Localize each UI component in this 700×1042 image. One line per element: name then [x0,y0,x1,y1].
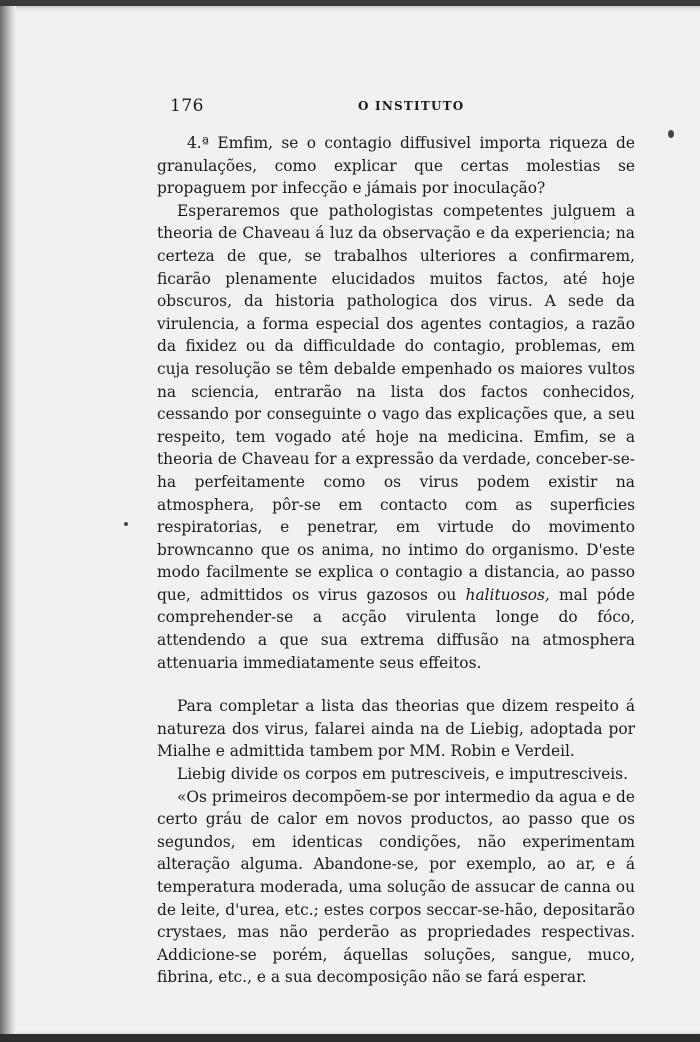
book-page [0,6,700,1036]
paragraph-liebig-divide: Liebig divide os corpos em putresciveis, e imputresciveis. [177,765,628,784]
page-number: 176 [170,96,204,116]
page-header [160,96,640,118]
paragraph-granulations: 4.ª Emfim, se o contagio diffusivel importa riqueza de granulações, como explicar que certas molestias se propaguem por infecção e jámais por inoculação? [157,134,635,198]
page-bottom-edge [0,1034,700,1042]
paragraph-chaveau-theory: Esperaremos que pathologistas competentes julguem a theoria de Chaveau á luz da observação e da experiencia; na certeza de que, se trabalhos ulteriores a confirmarem, ficarão plenamente elucidados muitos factos, até hoje obscuros, da historia pathologica dos virus. A sede da virulencia, a forma especial dos agentes contagios, a razão da fixidez ou da difficuldade do contagio, problemas, em cuja resolução se têm debalde empenhado os maiores vultos na sciencia, entrarão na lista dos factos conhecidos, cessando por conseguinte o vago das explicações que, a seu respeito, tem vogado até hoje na medicina. Emfim, se a theoria de Chaveau for a expressão da verdade, conceber-se-ha perfeitamente como os virus podem existir na atmosphera, pôr-se em contacto com as superficies respiratorias, e penetrar, em virtude do movimento browncanno que os anima, no intimo do organismo. D'este modo facilmente se explica o contagio a distancia, ao passo que, admittidos os virus gazosos ou halituosos, mal póde comprehender-se a acção virulenta longe do fóco, attendendo a que sua extrema diffusão na atmosphera attenuaria immediatamente seus effeitos. [157,201,636,672]
paragraph-liebig-intro: Para completar a lista das theorias que dizem respeito á natureza dos virus, falarei ainda na de Liebig, adoptada por Mialhe e admittida tambem por MM. Robin e Verdeil. [157,697,635,761]
ink-speck [668,130,674,138]
book-spine-shadow [0,6,16,1036]
running-head: O INSTITUTO [358,99,465,113]
body-text [157,132,635,989]
paragraph-liebig-quote: «Os primeiros decompõem-se por intermedio da agua e de certo gráu de calor em novos productos, ao passo que os segundos, em identicas condições, não experimentam alteração alguma. Abandone-se, por exemplo, ao ar, e á temperatura moderada, uma solução de assucar de canna ou de leite, d'urea, etc.; estes corpos seccar-se-hão, depositarão crystaes, mas não perderão as propriedades respectivas. Addicione-se porém, áquellas soluções, sangue, muco, fibrina, etc., e a sua decomposição não se fará esperar. [157,787,635,987]
italic-term: halituosos, [465,585,550,604]
ink-speck [124,522,128,526]
